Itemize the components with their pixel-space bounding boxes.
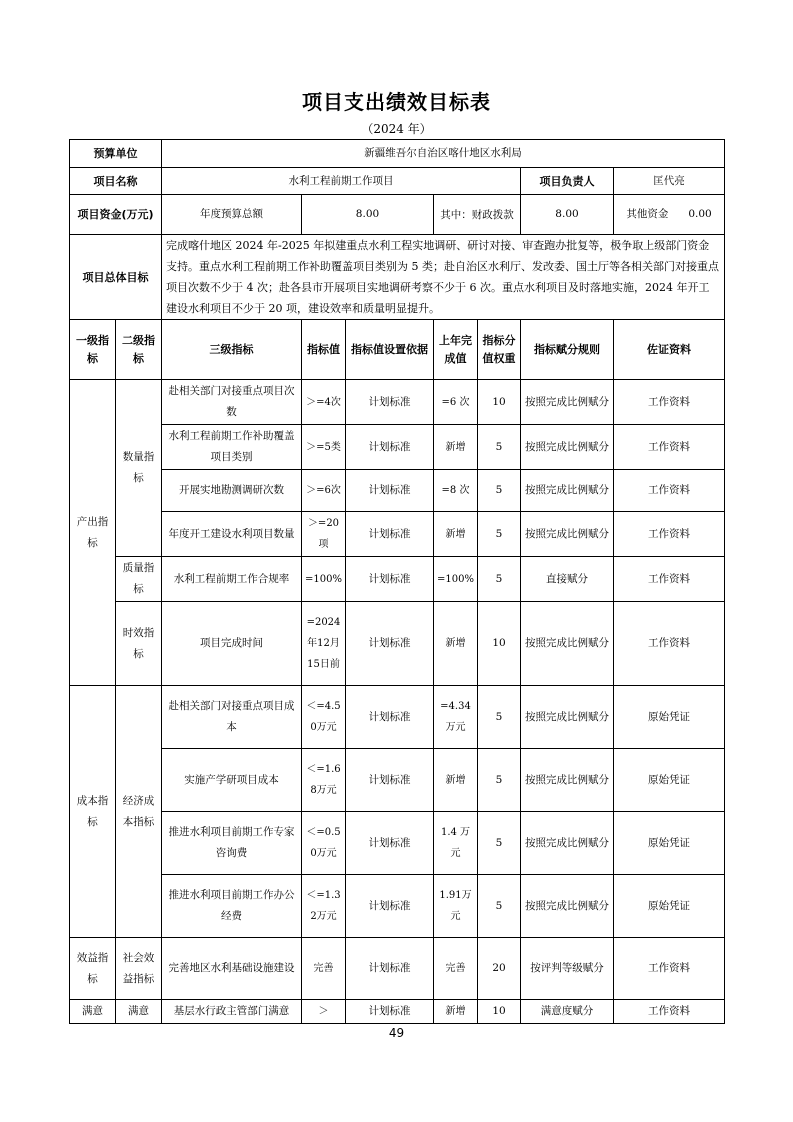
- table-row: [70, 812, 725, 875]
- header-level2: 二级指标: [116, 320, 162, 380]
- row-last: 新增: [434, 425, 478, 470]
- group-quality: 质量指标: [116, 557, 162, 602]
- fiscal-value: 8.00: [521, 195, 614, 235]
- other-label: 其他资金: [626, 208, 669, 220]
- row-basis: 计划标准: [346, 557, 434, 602]
- row-rule: 按评判等级赋分: [521, 938, 614, 1000]
- row-name: 开展实地勘测调研次数: [162, 470, 302, 512]
- row-last: 1.4 万元: [434, 812, 478, 875]
- row-value: ＞=6次: [302, 470, 346, 512]
- header-value: 指标值: [302, 320, 346, 380]
- group-timeliness: 时效指标: [116, 602, 162, 686]
- row-last: =100%: [434, 557, 478, 602]
- row-rule: 按照完成比例赋分: [521, 512, 614, 557]
- row-basis: 计划标准: [346, 1000, 434, 1024]
- row-rule: 直接赋分: [521, 557, 614, 602]
- row-basis: 计划标准: [346, 938, 434, 1000]
- header-weight: 指标分值权重: [478, 320, 521, 380]
- row-evidence: 工作资料: [614, 1000, 725, 1024]
- row-weight: 5: [478, 470, 521, 512]
- table-row: [70, 875, 725, 938]
- table-row: [70, 686, 725, 749]
- row-rule: 按照完成比例赋分: [521, 749, 614, 812]
- row-value: ＞=4次: [302, 380, 346, 425]
- row-evidence: 原始凭证: [614, 749, 725, 812]
- group-quantity: 数量指标: [116, 380, 162, 557]
- row-last: 新增: [434, 1000, 478, 1024]
- group-social-benefit: 社会效益指标: [116, 938, 162, 1000]
- row-basis: 计划标准: [346, 875, 434, 938]
- row-value: ＞: [302, 1000, 346, 1024]
- row-evidence: 工作资料: [614, 470, 725, 512]
- row-name: 水利工程前期工作补助覆盖项目类别: [162, 425, 302, 470]
- row-name: 推进水利项目前期工作办公经费: [162, 875, 302, 938]
- row-evidence: 工作资料: [614, 512, 725, 557]
- row-evidence: 工作资料: [614, 425, 725, 470]
- project-name-label: 项目名称: [70, 168, 162, 195]
- row-basis: 计划标准: [346, 812, 434, 875]
- row-rule: 按照完成比例赋分: [521, 875, 614, 938]
- row-rule: 按照完成比例赋分: [521, 602, 614, 686]
- row-basis: 计划标准: [346, 749, 434, 812]
- row-evidence: 原始凭证: [614, 812, 725, 875]
- table-row: [70, 1000, 725, 1024]
- row-weight: 10: [478, 602, 521, 686]
- row-name: 水利工程前期工作合规率: [162, 557, 302, 602]
- group-satisfaction-l2: 满意: [116, 1000, 162, 1024]
- row-evidence: 原始凭证: [614, 686, 725, 749]
- funds-label: 项目资金(万元): [70, 195, 162, 235]
- row-name: 赴相关部门对接重点项目次数: [162, 380, 302, 425]
- row-weight: 20: [478, 938, 521, 1000]
- row-name: 推进水利项目前期工作专家咨询费: [162, 812, 302, 875]
- row-value: ＜=1.32万元: [302, 875, 346, 938]
- row-name: 实施产学研项目成本: [162, 749, 302, 812]
- performance-table: [69, 139, 725, 1024]
- leader-value: 匡代亮: [614, 168, 725, 195]
- row-evidence: 工作资料: [614, 938, 725, 1000]
- row-value: =2024年12月15日前: [302, 602, 346, 686]
- group-benefit: 效益指标: [70, 938, 116, 1000]
- row-rule: 按照完成比例赋分: [521, 380, 614, 425]
- header-level1: 一级指标: [70, 320, 116, 380]
- row-weight: 5: [478, 875, 521, 938]
- budget-unit-label: 预算单位: [70, 140, 162, 168]
- row-last: 新增: [434, 512, 478, 557]
- budget-unit-value: 新疆维吾尔自治区喀什地区水利局: [162, 140, 725, 168]
- row-value: ＜=1.68万元: [302, 749, 346, 812]
- row-evidence: 工作资料: [614, 602, 725, 686]
- row-last: =4.34万元: [434, 686, 478, 749]
- row-weight: 5: [478, 749, 521, 812]
- header-evidence: 佐证资料: [614, 320, 725, 380]
- row-basis: 计划标准: [346, 425, 434, 470]
- row-rule: 按照完成比例赋分: [521, 425, 614, 470]
- row-evidence: 工作资料: [614, 380, 725, 425]
- row-value: =100%: [302, 557, 346, 602]
- row-value: ＜=4.50万元: [302, 686, 346, 749]
- table-row: [70, 749, 725, 812]
- row-basis: 计划标准: [346, 380, 434, 425]
- row-evidence: 原始凭证: [614, 875, 725, 938]
- row-basis: 计划标准: [346, 512, 434, 557]
- row-weight: 5: [478, 425, 521, 470]
- row-basis: 计划标准: [346, 686, 434, 749]
- row-value: 完善: [302, 938, 346, 1000]
- row-rule: 满意度赋分: [521, 1000, 614, 1024]
- table-row: [70, 557, 725, 602]
- row-rule: 按照完成比例赋分: [521, 812, 614, 875]
- row-last: =8 次: [434, 470, 478, 512]
- row-last: 新增: [434, 602, 478, 686]
- table-row: [70, 470, 725, 512]
- goal-text: 完成喀什地区 2024 年-2025 年拟建重点水利工程实地调研、研讨对接、审查跑办批复等，极争取上级部门资金支持。重点水利工程前期工作补助覆盖项目类别为 5 类；赴自治区水利厅、发改委、国土厅等各相关部门对接重点项目次数不少于 4 次；赴各县市开展项目实地调研考察不少于 6 次。重点水利项目及时落地实施，2024 年开工建设水利项目不少于 20 项，建设效率和质量明显提升。: [162, 235, 725, 320]
- header-level3: 三级指标: [162, 320, 302, 380]
- group-cost: 成本指标: [70, 686, 116, 938]
- row-weight: 5: [478, 812, 521, 875]
- annual-budget-value: 8.00: [302, 195, 434, 235]
- fiscal-label: 其中：财政拨款: [434, 195, 521, 235]
- row-name: 完善地区水利基础设施建设: [162, 938, 302, 1000]
- row-name: 赴相关部门对接重点项目成本: [162, 686, 302, 749]
- page-number: 49: [388, 1026, 405, 1040]
- row-value: ＞=5类: [302, 425, 346, 470]
- row-rule: 按照完成比例赋分: [521, 470, 614, 512]
- group-satisfaction-l1: 满意: [70, 1000, 116, 1024]
- row-name: 项目完成时间: [162, 602, 302, 686]
- row-weight: 5: [478, 512, 521, 557]
- page-title: 项目支出绩效目标表: [302, 90, 491, 114]
- project-name-value: 水利工程前期工作项目: [162, 168, 521, 195]
- other-value: 0.00: [688, 208, 712, 220]
- table-row: [70, 938, 725, 1000]
- leader-label: 项目负责人: [521, 168, 614, 195]
- group-economic-cost: 经济成本指标: [116, 686, 162, 938]
- row-weight: 5: [478, 557, 521, 602]
- year-label: （2024 年）: [361, 122, 432, 136]
- other-label-value: [614, 195, 725, 235]
- row-basis: 计划标准: [346, 470, 434, 512]
- row-last: 新增: [434, 749, 478, 812]
- row-name: 基层水行政主管部门满意: [162, 1000, 302, 1024]
- row-evidence: 工作资料: [614, 557, 725, 602]
- annual-budget-label: 年度预算总额: [162, 195, 302, 235]
- row-weight: 10: [478, 380, 521, 425]
- table-row: [70, 512, 725, 557]
- group-output: 产出指标: [70, 380, 116, 686]
- header-rule: 指标赋分规则: [521, 320, 614, 380]
- row-last: 完善: [434, 938, 478, 1000]
- row-weight: 5: [478, 686, 521, 749]
- table-row: [70, 602, 725, 686]
- row-rule: 按照完成比例赋分: [521, 686, 614, 749]
- row-basis: 计划标准: [346, 602, 434, 686]
- row-last: =6 次: [434, 380, 478, 425]
- header-basis: 指标值设置依据: [346, 320, 434, 380]
- row-value: ＜=0.50万元: [302, 812, 346, 875]
- table-row: [70, 380, 725, 425]
- row-name: 年度开工建设水利项目数量: [162, 512, 302, 557]
- row-last: 1.91万元: [434, 875, 478, 938]
- row-weight: 10: [478, 1000, 521, 1024]
- header-last-year: 上年完成值: [434, 320, 478, 380]
- row-value: ＞=20项: [302, 512, 346, 557]
- goal-label: 项目总体目标: [70, 235, 162, 320]
- table-row: [70, 425, 725, 470]
